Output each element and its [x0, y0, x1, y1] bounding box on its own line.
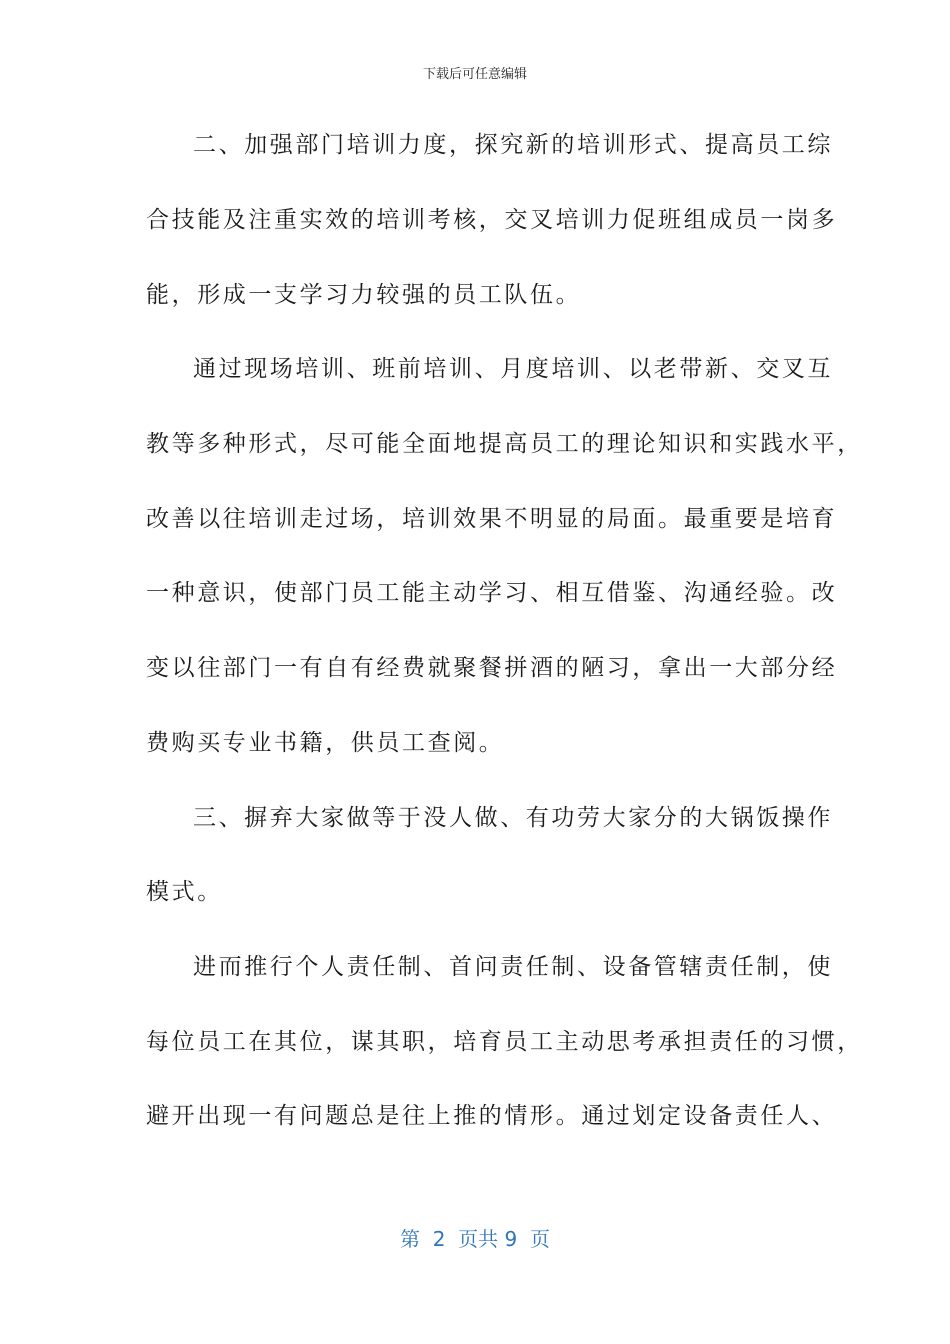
text-line: 避开出现一有问题总是往上推的情形。通过划定设备责任人、	[146, 1103, 838, 1129]
text-line: 一种意识，使部门员工能主动学习、相互借鉴、沟通经验。改	[146, 580, 838, 606]
text-line: 通过现场培训、班前培训、月度培训、以老带新、交叉互	[193, 356, 833, 382]
text-line: 进而推行个人责任制、首问责任制、设备管辖责任制，使	[193, 954, 833, 980]
text-line: 模式。	[146, 879, 223, 905]
page-number-footer: 第 2 页共 9 页	[400, 1227, 550, 1251]
text-line: 变以往部门一有自有经费就聚餐拼酒的陋习，拿出一大部分经	[146, 655, 838, 681]
text-line: 改善以往培训走过场，培训效果不明显的局面。最重要是培育	[146, 506, 838, 532]
text-line: 二、加强部门培训力度，探究新的培训形式、提高员工综	[193, 132, 833, 158]
text-line: 能，形成一支学习力较强的员工队伍。	[146, 282, 582, 308]
page-header: 下载后可任意编辑	[422, 67, 527, 82]
text-line: 三、摒弃大家做等于没人做、有功劳大家分的大锅饭操作	[193, 805, 833, 831]
text-line: 教等多种形式，尽可能全面地提高员工的理论知识和实践水平，	[146, 431, 863, 457]
text-line: 合技能及注重实效的培训考核，交叉培训力促班组成员一岗多	[146, 207, 838, 233]
text-line: 费购买专业书籍，供员工查阅。	[146, 730, 505, 756]
text-line: 每位员工在其位，谋其职，培育员工主动思考承担责任的习惯，	[146, 1029, 863, 1055]
